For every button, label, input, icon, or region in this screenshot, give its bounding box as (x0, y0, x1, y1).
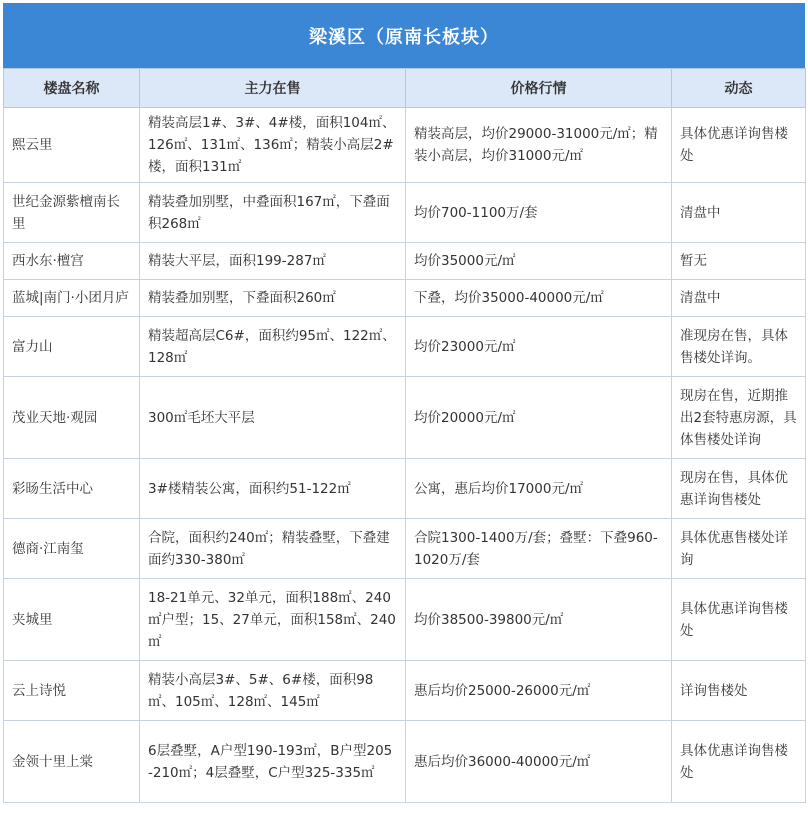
cell-main: 精装叠加别墅，中叠面积167㎡，下叠面积268㎡ (140, 183, 406, 243)
cell-status: 清盘中 (672, 280, 806, 317)
cell-price: 精装高层，均价29000-31000元/㎡；精装小高层，均价31000元/㎡ (406, 108, 672, 183)
cell-main: 18-21单元、32单元，面积188㎡、240㎡户型；15、27单元，面积158㎡、240㎡ (140, 579, 406, 661)
cell-main: 300㎡毛坯大平层 (140, 377, 406, 459)
cell-name: 夹城里 (4, 579, 140, 661)
cell-status: 准现房在售，具体售楼处详询。 (672, 317, 806, 377)
cell-main: 精装高层1#、3#、4#楼，面积104㎡、126㎡、131㎡、136㎡；精装小高层2#楼，面积131㎡ (140, 108, 406, 183)
cell-name: 蓝城|南门·小团月庐 (4, 280, 140, 317)
cell-name: 富力山 (4, 317, 140, 377)
cell-status: 清盘中 (672, 183, 806, 243)
cell-main: 精装超高层C6#，面积约95㎡、122㎡、128㎡ (140, 317, 406, 377)
cell-price: 公寓，惠后均价17000元/㎡ (406, 459, 672, 519)
cell-name: 德商·江南玺 (4, 519, 140, 579)
table-row (4, 579, 806, 661)
table-title: 梁溪区（原南长板块） (3, 3, 805, 68)
cell-name: 金领十里上棠 (4, 721, 140, 803)
cell-main: 精装叠加别墅，下叠面积260㎡ (140, 280, 406, 317)
cell-main: 精装大平层，面积199-287㎡ (140, 243, 406, 280)
cell-price: 均价20000元/㎡ (406, 377, 672, 459)
cell-price: 均价700-1100万/套 (406, 183, 672, 243)
table-row (4, 661, 806, 721)
cell-main: 合院，面积约240㎡；精装叠墅，下叠建面约330-380㎡ (140, 519, 406, 579)
table-row (4, 721, 806, 803)
cell-price: 均价35000元/㎡ (406, 243, 672, 280)
header-name: 楼盘名称 (4, 69, 140, 108)
cell-status: 具体优惠详询售楼处 (672, 721, 806, 803)
table-row (4, 183, 806, 243)
table-row (4, 280, 806, 317)
table-row (4, 519, 806, 579)
cell-price: 均价23000元/㎡ (406, 317, 672, 377)
cell-main: 精装小高层3#、5#、6#楼，面积98㎡、105㎡、128㎡、145㎡ (140, 661, 406, 721)
cell-name: 云上诗悦 (4, 661, 140, 721)
cell-status: 详询售楼处 (672, 661, 806, 721)
header-price: 价格行情 (406, 69, 672, 108)
cell-status: 现房在售，近期推出2套特惠房源，具体售楼处详询 (672, 377, 806, 459)
cell-name: 西水东·檀宫 (4, 243, 140, 280)
cell-status: 现房在售，具体优惠详询售楼处 (672, 459, 806, 519)
cell-status: 具体优惠详询售楼处 (672, 579, 806, 661)
cell-name: 彩旸生活中心 (4, 459, 140, 519)
cell-main: 3#楼精装公寓，面积约51-122㎡ (140, 459, 406, 519)
property-table (3, 68, 806, 803)
cell-price: 下叠，均价35000-40000元/㎡ (406, 280, 672, 317)
table-row (4, 377, 806, 459)
cell-price: 惠后均价36000-40000元/㎡ (406, 721, 672, 803)
cell-status: 具体优惠售楼处详询 (672, 519, 806, 579)
table-row (4, 108, 806, 183)
header-row (4, 69, 806, 108)
table-row (4, 459, 806, 519)
cell-name: 熙云里 (4, 108, 140, 183)
cell-price: 合院1300-1400万/套；叠墅：下叠960-1020万/套 (406, 519, 672, 579)
cell-name: 茂业天地·观园 (4, 377, 140, 459)
cell-status: 暂无 (672, 243, 806, 280)
header-main: 主力在售 (140, 69, 406, 108)
table-row (4, 317, 806, 377)
header-status: 动态 (672, 69, 806, 108)
cell-status: 具体优惠详询售楼处 (672, 108, 806, 183)
cell-name: 世纪金源紫檀南长里 (4, 183, 140, 243)
table-row (4, 243, 806, 280)
cell-price: 惠后均价25000-26000元/㎡ (406, 661, 672, 721)
cell-main: 6层叠墅，A户型190-193㎡，B户型205-210㎡；4层叠墅，C户型325-335㎡ (140, 721, 406, 803)
cell-price: 均价38500-39800元/㎡ (406, 579, 672, 661)
